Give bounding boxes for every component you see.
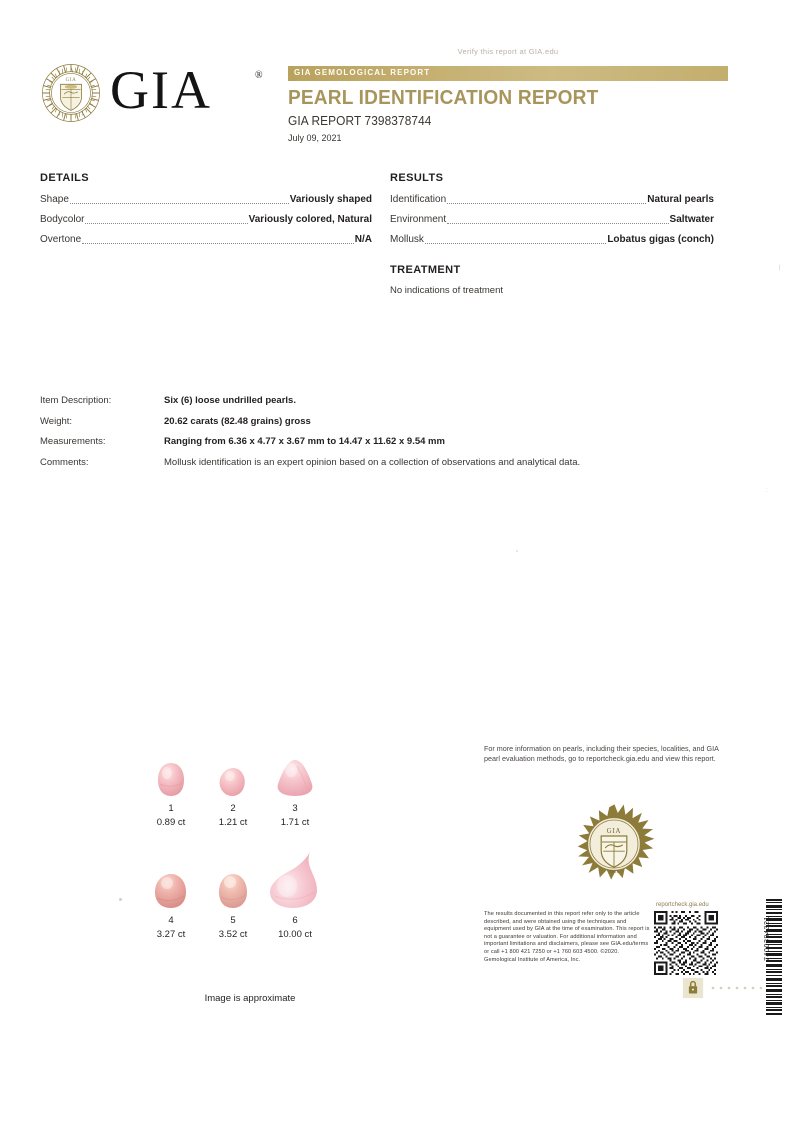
report-number: GIA REPORT 7398378744 (288, 114, 432, 128)
pearl-info-note: For more information on pearls, including their species, localities, and GIA pearl evaluation methods, go to reportcheck.gia.edu and view this report. (484, 744, 719, 763)
pearl-6-icon (267, 848, 323, 910)
details-heading: DETAILS (40, 172, 90, 184)
scan-speck (119, 898, 122, 901)
pearl-1-icon (156, 762, 186, 798)
scan-edge-mark: | (779, 265, 781, 271)
item-value-comments: Mollusk identification is an expert opinion based on a collection of observations and analytical data. (164, 456, 581, 468)
pearl-number-2: 2 (230, 803, 236, 814)
image-approximate-caption: Image is approximate (204, 993, 296, 1004)
pearl-5-icon (216, 872, 250, 910)
leader-dots (85, 216, 247, 224)
pearl-number-1: 1 (168, 803, 174, 814)
verify-report-line: Verify this report at GIA.edu (457, 47, 559, 56)
leader-dots (447, 196, 646, 204)
pearl-weight-2: 1.21 ct (218, 817, 248, 828)
item-label-weight: Weight: (40, 415, 73, 427)
item-label-comments: Comments: (40, 456, 89, 468)
details-value-overtone: N/A (354, 234, 372, 245)
item-row-comments (40, 456, 720, 469)
treatment-heading: TREATMENT (390, 264, 461, 276)
pearl-image-2 (202, 752, 264, 798)
item-description-section (40, 394, 720, 476)
results-value-environment: Saltwater (669, 214, 714, 225)
report-date: July 09, 2021 (288, 133, 342, 143)
pearl-number-5: 5 (230, 915, 236, 926)
pearl-item-2 (202, 752, 264, 828)
gia-logo-text: GIA (110, 60, 212, 120)
pearl-weight-5: 3.52 ct (218, 929, 248, 940)
details-row-shape (40, 193, 372, 206)
leader-dots (425, 236, 606, 244)
details-label-bodycolor: Bodycolor (40, 214, 85, 225)
results-value-identification: Natural pearls (647, 194, 714, 205)
leader-dots (70, 196, 289, 204)
results-label-environment: Environment (390, 214, 447, 225)
svg-text:GIA: GIA (65, 78, 77, 84)
gold-seal-gia-text: GIA (606, 827, 622, 835)
pearl-image-5 (202, 848, 264, 910)
results-label-mollusk: Mollusk (390, 234, 424, 245)
leader-dots (447, 216, 668, 224)
item-value-weight: 20.62 carats (82.48 grains) gross (164, 415, 311, 427)
pearl-row-top (140, 752, 360, 828)
pearl-item-1 (140, 752, 202, 828)
scan-speck (516, 550, 518, 552)
pearl-weight-1: 0.89 ct (156, 817, 186, 828)
results-section (390, 172, 714, 296)
security-lock-hologram-icon (682, 977, 704, 999)
pearl-image-1 (140, 752, 202, 798)
results-label-identification: Identification (390, 194, 447, 205)
pearl-2-icon (218, 766, 248, 798)
gemological-report-band-label: GIA GEMOLOGICAL REPORT (294, 68, 431, 77)
svg-text:1931: 1931 (609, 868, 619, 874)
item-label-description: Item Description: (40, 395, 112, 406)
pearl-image-4 (140, 848, 202, 910)
qr-code-icon[interactable] (654, 911, 718, 975)
item-value-description: Six (6) loose undrilled pearls. (164, 395, 296, 406)
results-row-mollusk (390, 233, 714, 246)
gia-logo (40, 62, 280, 124)
pearl-4-icon (153, 872, 189, 910)
pearl-image-3 (264, 752, 326, 798)
barcode-number: 7400394321 (763, 916, 771, 961)
leader-dots (82, 236, 354, 244)
details-value-bodycolor: Variously colored, Natural (248, 214, 372, 225)
results-value-mollusk: Lobatus gigas (conch) (607, 234, 714, 245)
gemological-report-band (288, 66, 728, 81)
pearl-weight-6: 10.00 ct (278, 929, 312, 940)
details-label-overtone: Overtone (40, 234, 82, 245)
pearl-item-3 (264, 752, 326, 828)
item-row-description (40, 394, 720, 407)
details-value-shape: Variously shaped (289, 194, 372, 205)
pearl-row-bottom (140, 848, 360, 940)
pearl-number-3: 3 (292, 803, 298, 814)
pearl-weight-4: 3.27 ct (156, 929, 186, 940)
details-row-bodycolor (40, 213, 372, 226)
details-label-shape: Shape (40, 194, 69, 205)
pearl-image-6 (264, 848, 326, 910)
pearl-photo-group (140, 752, 360, 940)
pearl-item-4 (140, 848, 202, 940)
item-label-measurements: Measurements: (40, 436, 106, 447)
item-value-measurements: Ranging from 6.36 x 4.77 x 3.67 mm to 14.47 x 11.62 x 9.54 mm (164, 436, 445, 447)
pearl-number-6: 6 (292, 915, 298, 926)
hologram-dot-strip-icon (710, 984, 772, 992)
treatment-text: No indications of treatment (390, 285, 504, 296)
scan-edge-mark: : (766, 488, 768, 494)
item-row-measurements (40, 435, 720, 448)
pearl-weight-3: 1.71 ct (280, 817, 310, 828)
reportcheck-url: reportcheck.gia.edu (656, 902, 709, 908)
legal-disclaimer: The results documented in this report refer only to the article described, and were obtained using the techniques and equipment used by GIA at the time of examination. This report is not a guarantee or valuation. For additional information and important limitations and disclaimers, please see GIA.edu/terms or call +1 800 421 7250 or +1 760 603 4500. ©2020. Gemological Institute of America, Inc. (484, 911, 650, 963)
gia-seal-icon (40, 62, 102, 124)
gia-gold-seal-icon (574, 804, 654, 884)
page-title: PEARL IDENTIFICATION REPORT (288, 86, 599, 109)
details-section (40, 172, 372, 253)
pearl-item-5 (202, 848, 264, 940)
results-row-identification (390, 193, 714, 206)
details-row-overtone (40, 233, 372, 246)
pearl-number-4: 4 (168, 915, 174, 926)
pearl-3-icon (275, 758, 315, 798)
registered-trademark-icon: ® (255, 70, 263, 81)
results-heading: RESULTS (390, 172, 444, 184)
pearl-item-6 (264, 848, 326, 940)
results-row-environment (390, 213, 714, 226)
item-row-weight (40, 415, 720, 428)
